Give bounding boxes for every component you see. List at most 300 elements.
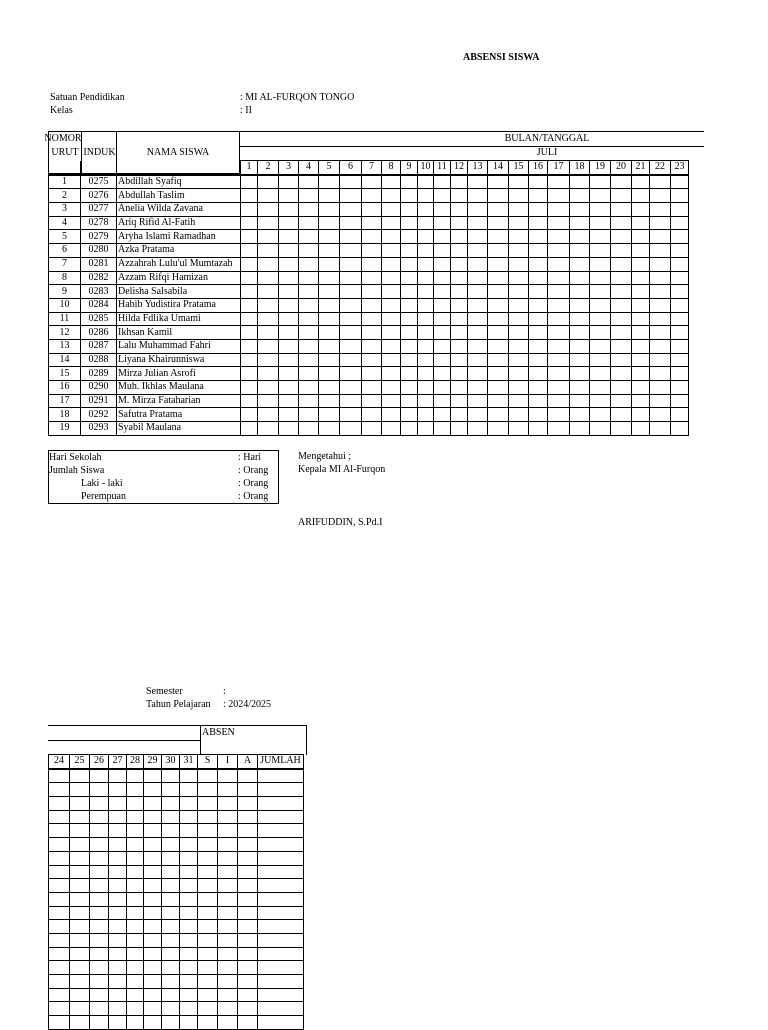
attendance-cell[interactable] <box>401 339 418 353</box>
attendance-cell[interactable] <box>434 353 451 367</box>
attendance-cell[interactable] <box>362 175 382 189</box>
attendance-cell[interactable] <box>49 851 70 865</box>
attendance-cell[interactable] <box>162 1002 180 1016</box>
attendance-cell[interactable] <box>258 381 279 395</box>
attendance-cell[interactable] <box>401 271 418 285</box>
attendance-cell[interactable] <box>180 865 198 879</box>
attendance-cell[interactable] <box>590 422 611 436</box>
attendance-cell[interactable] <box>509 203 529 217</box>
attendance-cell[interactable] <box>434 189 451 203</box>
attendance-cell[interactable] <box>509 230 529 244</box>
attendance-cell[interactable] <box>241 285 258 299</box>
attendance-cell[interactable] <box>162 906 180 920</box>
attendance-cell[interactable] <box>238 865 258 879</box>
attendance-cell[interactable] <box>434 312 451 326</box>
attendance-cell[interactable] <box>509 257 529 271</box>
attendance-cell[interactable] <box>529 394 548 408</box>
attendance-cell[interactable] <box>529 257 548 271</box>
attendance-cell[interactable] <box>468 381 488 395</box>
attendance-cell[interactable] <box>162 975 180 989</box>
attendance-cell[interactable] <box>650 244 671 258</box>
attendance-cell[interactable] <box>529 175 548 189</box>
attendance-cell[interactable] <box>590 381 611 395</box>
attendance-cell[interactable] <box>218 933 238 947</box>
attendance-cell[interactable] <box>529 298 548 312</box>
attendance-cell[interactable] <box>180 797 198 811</box>
attendance-cell[interactable] <box>401 408 418 422</box>
attendance-cell[interactable] <box>258 422 279 436</box>
attendance-cell[interactable] <box>611 298 632 312</box>
attendance-cell[interactable] <box>362 189 382 203</box>
attendance-cell[interactable] <box>162 961 180 975</box>
attendance-cell[interactable] <box>611 257 632 271</box>
attendance-cell[interactable] <box>434 408 451 422</box>
attendance-cell[interactable] <box>49 975 70 989</box>
attendance-cell[interactable] <box>90 769 109 783</box>
attendance-cell[interactable] <box>434 230 451 244</box>
attendance-cell[interactable] <box>144 892 162 906</box>
attendance-cell[interactable] <box>279 175 299 189</box>
attendance-cell[interactable] <box>590 353 611 367</box>
attendance-cell[interactable] <box>198 824 218 838</box>
attendance-cell[interactable] <box>401 285 418 299</box>
attendance-cell[interactable] <box>488 271 509 285</box>
attendance-cell[interactable] <box>401 381 418 395</box>
attendance-cell[interactable] <box>70 824 90 838</box>
attendance-cell[interactable] <box>258 216 279 230</box>
attendance-cell[interactable] <box>650 381 671 395</box>
attendance-cell[interactable] <box>258 189 279 203</box>
attendance-cell[interactable] <box>529 312 548 326</box>
attendance-cell[interactable] <box>127 947 144 961</box>
attendance-cell[interactable] <box>590 312 611 326</box>
attendance-cell[interactable] <box>162 892 180 906</box>
attendance-cell[interactable] <box>362 312 382 326</box>
attendance-cell[interactable] <box>650 339 671 353</box>
attendance-cell[interactable] <box>180 838 198 852</box>
attendance-cell[interactable] <box>548 298 570 312</box>
attendance-cell[interactable] <box>451 257 468 271</box>
attendance-cell[interactable] <box>611 353 632 367</box>
attendance-cell[interactable] <box>468 230 488 244</box>
attendance-cell[interactable] <box>671 326 689 340</box>
attendance-cell[interactable] <box>611 189 632 203</box>
attendance-cell[interactable] <box>70 810 90 824</box>
attendance-cell[interactable] <box>70 851 90 865</box>
attendance-cell[interactable] <box>570 257 590 271</box>
attendance-cell[interactable] <box>509 367 529 381</box>
attendance-cell[interactable] <box>198 797 218 811</box>
attendance-cell[interactable] <box>241 257 258 271</box>
attendance-cell[interactable] <box>238 838 258 852</box>
attendance-cell[interactable] <box>611 326 632 340</box>
attendance-cell[interactable] <box>488 230 509 244</box>
attendance-cell[interactable] <box>451 367 468 381</box>
attendance-cell[interactable] <box>241 230 258 244</box>
attendance-cell[interactable] <box>529 353 548 367</box>
attendance-cell[interactable] <box>241 394 258 408</box>
attendance-cell[interactable] <box>109 988 127 1002</box>
attendance-cell[interactable] <box>611 271 632 285</box>
attendance-cell[interactable] <box>570 367 590 381</box>
attendance-cell[interactable] <box>299 367 319 381</box>
attendance-cell[interactable] <box>198 975 218 989</box>
attendance-cell[interactable] <box>258 879 304 893</box>
attendance-cell[interactable] <box>90 783 109 797</box>
attendance-cell[interactable] <box>109 920 127 934</box>
attendance-cell[interactable] <box>144 797 162 811</box>
attendance-cell[interactable] <box>401 312 418 326</box>
attendance-cell[interactable] <box>238 906 258 920</box>
attendance-cell[interactable] <box>279 367 299 381</box>
attendance-cell[interactable] <box>180 824 198 838</box>
attendance-cell[interactable] <box>382 298 401 312</box>
attendance-cell[interactable] <box>451 394 468 408</box>
attendance-cell[interactable] <box>509 381 529 395</box>
attendance-cell[interactable] <box>632 381 650 395</box>
attendance-cell[interactable] <box>590 271 611 285</box>
attendance-cell[interactable] <box>548 339 570 353</box>
attendance-cell[interactable] <box>127 797 144 811</box>
attendance-cell[interactable] <box>218 879 238 893</box>
attendance-cell[interactable] <box>90 920 109 934</box>
attendance-cell[interactable] <box>162 824 180 838</box>
attendance-cell[interactable] <box>198 851 218 865</box>
attendance-cell[interactable] <box>127 975 144 989</box>
attendance-cell[interactable] <box>632 298 650 312</box>
attendance-cell[interactable] <box>488 422 509 436</box>
attendance-cell[interactable] <box>299 394 319 408</box>
attendance-cell[interactable] <box>279 394 299 408</box>
attendance-cell[interactable] <box>198 810 218 824</box>
attendance-cell[interactable] <box>180 879 198 893</box>
attendance-cell[interactable] <box>241 326 258 340</box>
attendance-cell[interactable] <box>632 339 650 353</box>
attendance-cell[interactable] <box>258 271 279 285</box>
attendance-cell[interactable] <box>509 408 529 422</box>
attendance-cell[interactable] <box>488 353 509 367</box>
attendance-cell[interactable] <box>109 838 127 852</box>
attendance-cell[interactable] <box>127 879 144 893</box>
attendance-cell[interactable] <box>529 244 548 258</box>
attendance-cell[interactable] <box>451 189 468 203</box>
attendance-cell[interactable] <box>488 381 509 395</box>
attendance-cell[interactable] <box>198 838 218 852</box>
attendance-cell[interactable] <box>509 298 529 312</box>
attendance-cell[interactable] <box>299 312 319 326</box>
attendance-cell[interactable] <box>570 271 590 285</box>
attendance-cell[interactable] <box>198 769 218 783</box>
attendance-cell[interactable] <box>90 1016 109 1030</box>
attendance-cell[interactable] <box>109 865 127 879</box>
attendance-cell[interactable] <box>218 783 238 797</box>
attendance-cell[interactable] <box>671 230 689 244</box>
attendance-cell[interactable] <box>468 339 488 353</box>
attendance-cell[interactable] <box>548 367 570 381</box>
attendance-cell[interactable] <box>570 339 590 353</box>
attendance-cell[interactable] <box>319 408 340 422</box>
attendance-cell[interactable] <box>319 285 340 299</box>
attendance-cell[interactable] <box>468 285 488 299</box>
attendance-cell[interactable] <box>299 326 319 340</box>
attendance-cell[interactable] <box>241 203 258 217</box>
attendance-cell[interactable] <box>258 203 279 217</box>
attendance-cell[interactable] <box>529 203 548 217</box>
attendance-cell[interactable] <box>70 769 90 783</box>
attendance-cell[interactable] <box>238 988 258 1002</box>
attendance-cell[interactable] <box>611 312 632 326</box>
attendance-cell[interactable] <box>49 1002 70 1016</box>
attendance-cell[interactable] <box>434 339 451 353</box>
attendance-cell[interactable] <box>418 339 434 353</box>
attendance-cell[interactable] <box>218 865 238 879</box>
attendance-cell[interactable] <box>650 312 671 326</box>
attendance-cell[interactable] <box>299 381 319 395</box>
attendance-cell[interactable] <box>70 892 90 906</box>
attendance-cell[interactable] <box>418 312 434 326</box>
attendance-cell[interactable] <box>49 961 70 975</box>
attendance-cell[interactable] <box>49 824 70 838</box>
attendance-cell[interactable] <box>434 244 451 258</box>
attendance-cell[interactable] <box>218 947 238 961</box>
attendance-cell[interactable] <box>198 933 218 947</box>
attendance-cell[interactable] <box>548 381 570 395</box>
attendance-cell[interactable] <box>434 367 451 381</box>
attendance-cell[interactable] <box>70 933 90 947</box>
attendance-cell[interactable] <box>258 933 304 947</box>
attendance-cell[interactable] <box>109 810 127 824</box>
attendance-cell[interactable] <box>529 230 548 244</box>
attendance-cell[interactable] <box>238 892 258 906</box>
attendance-cell[interactable] <box>451 244 468 258</box>
attendance-cell[interactable] <box>401 422 418 436</box>
attendance-cell[interactable] <box>418 285 434 299</box>
attendance-cell[interactable] <box>319 298 340 312</box>
attendance-cell[interactable] <box>241 216 258 230</box>
attendance-cell[interactable] <box>650 257 671 271</box>
attendance-cell[interactable] <box>162 797 180 811</box>
attendance-cell[interactable] <box>340 326 362 340</box>
attendance-cell[interactable] <box>632 408 650 422</box>
attendance-cell[interactable] <box>488 285 509 299</box>
attendance-cell[interactable] <box>611 175 632 189</box>
attendance-cell[interactable] <box>144 975 162 989</box>
attendance-cell[interactable] <box>488 339 509 353</box>
attendance-cell[interactable] <box>590 339 611 353</box>
attendance-cell[interactable] <box>90 879 109 893</box>
attendance-cell[interactable] <box>238 961 258 975</box>
attendance-cell[interactable] <box>468 298 488 312</box>
attendance-cell[interactable] <box>218 988 238 1002</box>
attendance-cell[interactable] <box>548 244 570 258</box>
attendance-cell[interactable] <box>650 422 671 436</box>
attendance-cell[interactable] <box>238 824 258 838</box>
attendance-cell[interactable] <box>90 824 109 838</box>
attendance-cell[interactable] <box>49 892 70 906</box>
attendance-cell[interactable] <box>218 961 238 975</box>
attendance-cell[interactable] <box>258 175 279 189</box>
attendance-cell[interactable] <box>180 988 198 1002</box>
attendance-cell[interactable] <box>127 988 144 1002</box>
attendance-cell[interactable] <box>451 271 468 285</box>
attendance-cell[interactable] <box>127 783 144 797</box>
attendance-cell[interactable] <box>529 367 548 381</box>
attendance-cell[interactable] <box>162 783 180 797</box>
attendance-cell[interactable] <box>109 1016 127 1030</box>
attendance-cell[interactable] <box>434 216 451 230</box>
attendance-cell[interactable] <box>162 865 180 879</box>
attendance-cell[interactable] <box>401 353 418 367</box>
attendance-cell[interactable] <box>258 961 304 975</box>
attendance-cell[interactable] <box>362 408 382 422</box>
attendance-cell[interactable] <box>127 824 144 838</box>
attendance-cell[interactable] <box>611 381 632 395</box>
attendance-cell[interactable] <box>650 203 671 217</box>
attendance-cell[interactable] <box>570 381 590 395</box>
attendance-cell[interactable] <box>241 244 258 258</box>
attendance-cell[interactable] <box>299 203 319 217</box>
attendance-cell[interactable] <box>340 285 362 299</box>
attendance-cell[interactable] <box>162 769 180 783</box>
attendance-cell[interactable] <box>590 367 611 381</box>
attendance-cell[interactable] <box>650 367 671 381</box>
attendance-cell[interactable] <box>362 367 382 381</box>
attendance-cell[interactable] <box>258 257 279 271</box>
attendance-cell[interactable] <box>671 271 689 285</box>
attendance-cell[interactable] <box>340 422 362 436</box>
attendance-cell[interactable] <box>632 285 650 299</box>
attendance-cell[interactable] <box>362 422 382 436</box>
attendance-cell[interactable] <box>570 285 590 299</box>
attendance-cell[interactable] <box>529 408 548 422</box>
attendance-cell[interactable] <box>218 810 238 824</box>
attendance-cell[interactable] <box>162 920 180 934</box>
attendance-cell[interactable] <box>401 203 418 217</box>
attendance-cell[interactable] <box>418 367 434 381</box>
attendance-cell[interactable] <box>198 906 218 920</box>
attendance-cell[interactable] <box>468 216 488 230</box>
attendance-cell[interactable] <box>144 769 162 783</box>
attendance-cell[interactable] <box>198 879 218 893</box>
attendance-cell[interactable] <box>590 326 611 340</box>
attendance-cell[interactable] <box>632 230 650 244</box>
attendance-cell[interactable] <box>49 879 70 893</box>
attendance-cell[interactable] <box>238 769 258 783</box>
attendance-cell[interactable] <box>434 326 451 340</box>
attendance-cell[interactable] <box>671 257 689 271</box>
attendance-cell[interactable] <box>109 906 127 920</box>
attendance-cell[interactable] <box>650 285 671 299</box>
attendance-cell[interactable] <box>590 230 611 244</box>
attendance-cell[interactable] <box>241 298 258 312</box>
attendance-cell[interactable] <box>671 339 689 353</box>
attendance-cell[interactable] <box>70 947 90 961</box>
attendance-cell[interactable] <box>548 394 570 408</box>
attendance-cell[interactable] <box>279 353 299 367</box>
attendance-cell[interactable] <box>218 975 238 989</box>
attendance-cell[interactable] <box>632 271 650 285</box>
attendance-cell[interactable] <box>548 175 570 189</box>
attendance-cell[interactable] <box>382 422 401 436</box>
attendance-cell[interactable] <box>488 244 509 258</box>
attendance-cell[interactable] <box>382 175 401 189</box>
attendance-cell[interactable] <box>509 312 529 326</box>
attendance-cell[interactable] <box>109 879 127 893</box>
attendance-cell[interactable] <box>70 879 90 893</box>
attendance-cell[interactable] <box>418 408 434 422</box>
attendance-cell[interactable] <box>238 797 258 811</box>
attendance-cell[interactable] <box>340 408 362 422</box>
attendance-cell[interactable] <box>418 244 434 258</box>
attendance-cell[interactable] <box>632 203 650 217</box>
attendance-cell[interactable] <box>90 851 109 865</box>
attendance-cell[interactable] <box>258 769 304 783</box>
attendance-cell[interactable] <box>468 367 488 381</box>
attendance-cell[interactable] <box>401 257 418 271</box>
attendance-cell[interactable] <box>570 326 590 340</box>
attendance-cell[interactable] <box>299 285 319 299</box>
attendance-cell[interactable] <box>488 367 509 381</box>
attendance-cell[interactable] <box>401 326 418 340</box>
attendance-cell[interactable] <box>590 175 611 189</box>
attendance-cell[interactable] <box>468 189 488 203</box>
attendance-cell[interactable] <box>529 189 548 203</box>
attendance-cell[interactable] <box>340 394 362 408</box>
attendance-cell[interactable] <box>548 271 570 285</box>
attendance-cell[interactable] <box>258 783 304 797</box>
attendance-cell[interactable] <box>319 394 340 408</box>
attendance-cell[interactable] <box>109 947 127 961</box>
attendance-cell[interactable] <box>382 339 401 353</box>
attendance-cell[interactable] <box>451 422 468 436</box>
attendance-cell[interactable] <box>127 892 144 906</box>
attendance-cell[interactable] <box>127 769 144 783</box>
attendance-cell[interactable] <box>198 961 218 975</box>
attendance-cell[interactable] <box>340 339 362 353</box>
attendance-cell[interactable] <box>162 933 180 947</box>
attendance-cell[interactable] <box>198 947 218 961</box>
attendance-cell[interactable] <box>488 189 509 203</box>
attendance-cell[interactable] <box>279 381 299 395</box>
attendance-cell[interactable] <box>650 353 671 367</box>
attendance-cell[interactable] <box>509 422 529 436</box>
attendance-cell[interactable] <box>418 230 434 244</box>
attendance-cell[interactable] <box>418 394 434 408</box>
attendance-cell[interactable] <box>70 865 90 879</box>
attendance-cell[interactable] <box>611 203 632 217</box>
attendance-cell[interactable] <box>340 244 362 258</box>
attendance-cell[interactable] <box>299 175 319 189</box>
attendance-cell[interactable] <box>162 838 180 852</box>
attendance-cell[interactable] <box>468 394 488 408</box>
attendance-cell[interactable] <box>90 892 109 906</box>
attendance-cell[interactable] <box>49 797 70 811</box>
attendance-cell[interactable] <box>362 216 382 230</box>
attendance-cell[interactable] <box>299 230 319 244</box>
attendance-cell[interactable] <box>258 326 279 340</box>
attendance-cell[interactable] <box>258 975 304 989</box>
attendance-cell[interactable] <box>180 783 198 797</box>
attendance-cell[interactable] <box>279 298 299 312</box>
attendance-cell[interactable] <box>570 408 590 422</box>
attendance-cell[interactable] <box>198 920 218 934</box>
attendance-cell[interactable] <box>144 851 162 865</box>
attendance-cell[interactable] <box>279 230 299 244</box>
attendance-cell[interactable] <box>127 865 144 879</box>
attendance-cell[interactable] <box>127 1002 144 1016</box>
attendance-cell[interactable] <box>70 961 90 975</box>
attendance-cell[interactable] <box>299 216 319 230</box>
